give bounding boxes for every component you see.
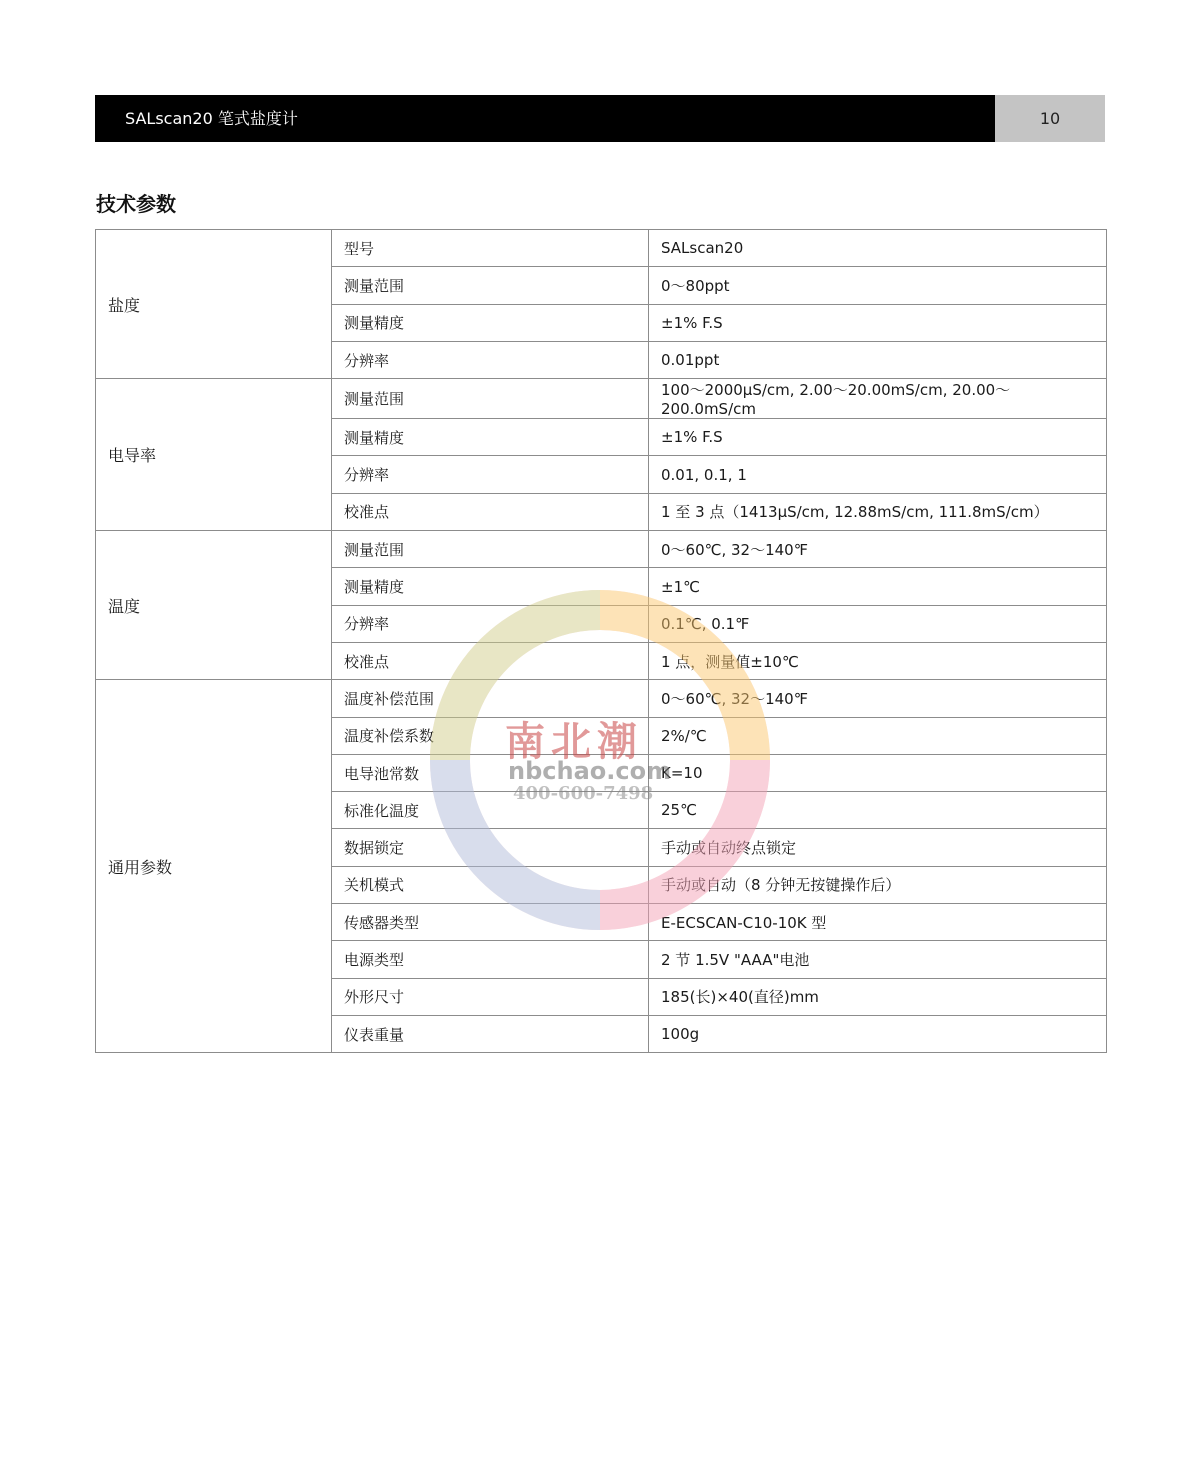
watermark-cn: 南北潮 (505, 718, 643, 765)
group-label: 通用参数 (96, 680, 332, 1053)
group-label: 电导率 (96, 379, 332, 531)
param-value: ±1℃ (649, 568, 1107, 605)
param-value: 0～80ppt (649, 267, 1107, 304)
param-name: 测量精度 (332, 304, 649, 341)
param-value: ±1% F.S (649, 419, 1107, 456)
section-title: 技术参数 (96, 192, 176, 216)
param-name: 测量精度 (332, 419, 649, 456)
param-value: 2%/℃ (649, 717, 1107, 754)
param-name: 电导池常数 (332, 754, 649, 791)
param-value: 手动或自动（8 分钟无按键操作后） (649, 866, 1107, 903)
param-value: 185(长)×40(直径)mm (649, 978, 1107, 1015)
param-value: 0～60℃, 32～140℉ (649, 680, 1107, 717)
param-value: E-ECSCAN-C10-10K 型 (649, 904, 1107, 941)
spec-table (95, 229, 1107, 1053)
param-name: 测量范围 (332, 379, 649, 419)
group-label: 温度 (96, 531, 332, 680)
watermark-en: nbchao.com (508, 757, 672, 785)
group-label: 盐度 (96, 230, 332, 379)
param-name: 关机模式 (332, 866, 649, 903)
watermark-tel: 400-600-7498 (513, 783, 654, 804)
param-name: 温度补偿范围 (332, 680, 649, 717)
param-name: 测量范围 (332, 531, 649, 568)
param-value: 1 至 3 点（1413μS/cm, 12.88mS/cm, 111.8mS/cm） (649, 493, 1107, 530)
param-value: 0.01, 0.1, 1 (649, 456, 1107, 493)
param-name: 型号 (332, 230, 649, 267)
param-name: 校准点 (332, 642, 649, 679)
page-number: 10 (995, 95, 1105, 142)
param-name: 校准点 (332, 493, 649, 530)
table-row (96, 531, 1107, 568)
param-name: 仪表重量 (332, 1015, 649, 1052)
param-name: 外形尺寸 (332, 978, 649, 1015)
param-value: 25℃ (649, 792, 1107, 829)
param-value: 100～2000μS/cm, 2.00～20.00mS/cm, 20.00～200.0mS/cm (649, 379, 1107, 419)
table-row (96, 230, 1107, 267)
header-title: SALscan20 笔式盐度计 (95, 95, 995, 142)
param-name: 分辨率 (332, 456, 649, 493)
param-value: 0.1℃, 0.1℉ (649, 605, 1107, 642)
page-header (95, 95, 1105, 142)
param-value: 0.01ppt (649, 341, 1107, 378)
param-name: 分辨率 (332, 605, 649, 642)
param-name: 温度补偿系数 (332, 717, 649, 754)
param-value: ±1% F.S (649, 304, 1107, 341)
param-value: K=10 (649, 754, 1107, 791)
param-value: SALscan20 (649, 230, 1107, 267)
param-value: 100g (649, 1015, 1107, 1052)
param-value: 1 点，测量值±10℃ (649, 642, 1107, 679)
param-value: 2 节 1.5V "AAA"电池 (649, 941, 1107, 978)
param-value: 0～60℃, 32～140℉ (649, 531, 1107, 568)
param-name: 分辨率 (332, 341, 649, 378)
param-name: 测量精度 (332, 568, 649, 605)
param-name: 传感器类型 (332, 904, 649, 941)
param-value: 手动或自动终点锁定 (649, 829, 1107, 866)
param-name: 标准化温度 (332, 792, 649, 829)
param-name: 测量范围 (332, 267, 649, 304)
table-row (96, 379, 1107, 419)
param-name: 数据锁定 (332, 829, 649, 866)
param-name: 电源类型 (332, 941, 649, 978)
